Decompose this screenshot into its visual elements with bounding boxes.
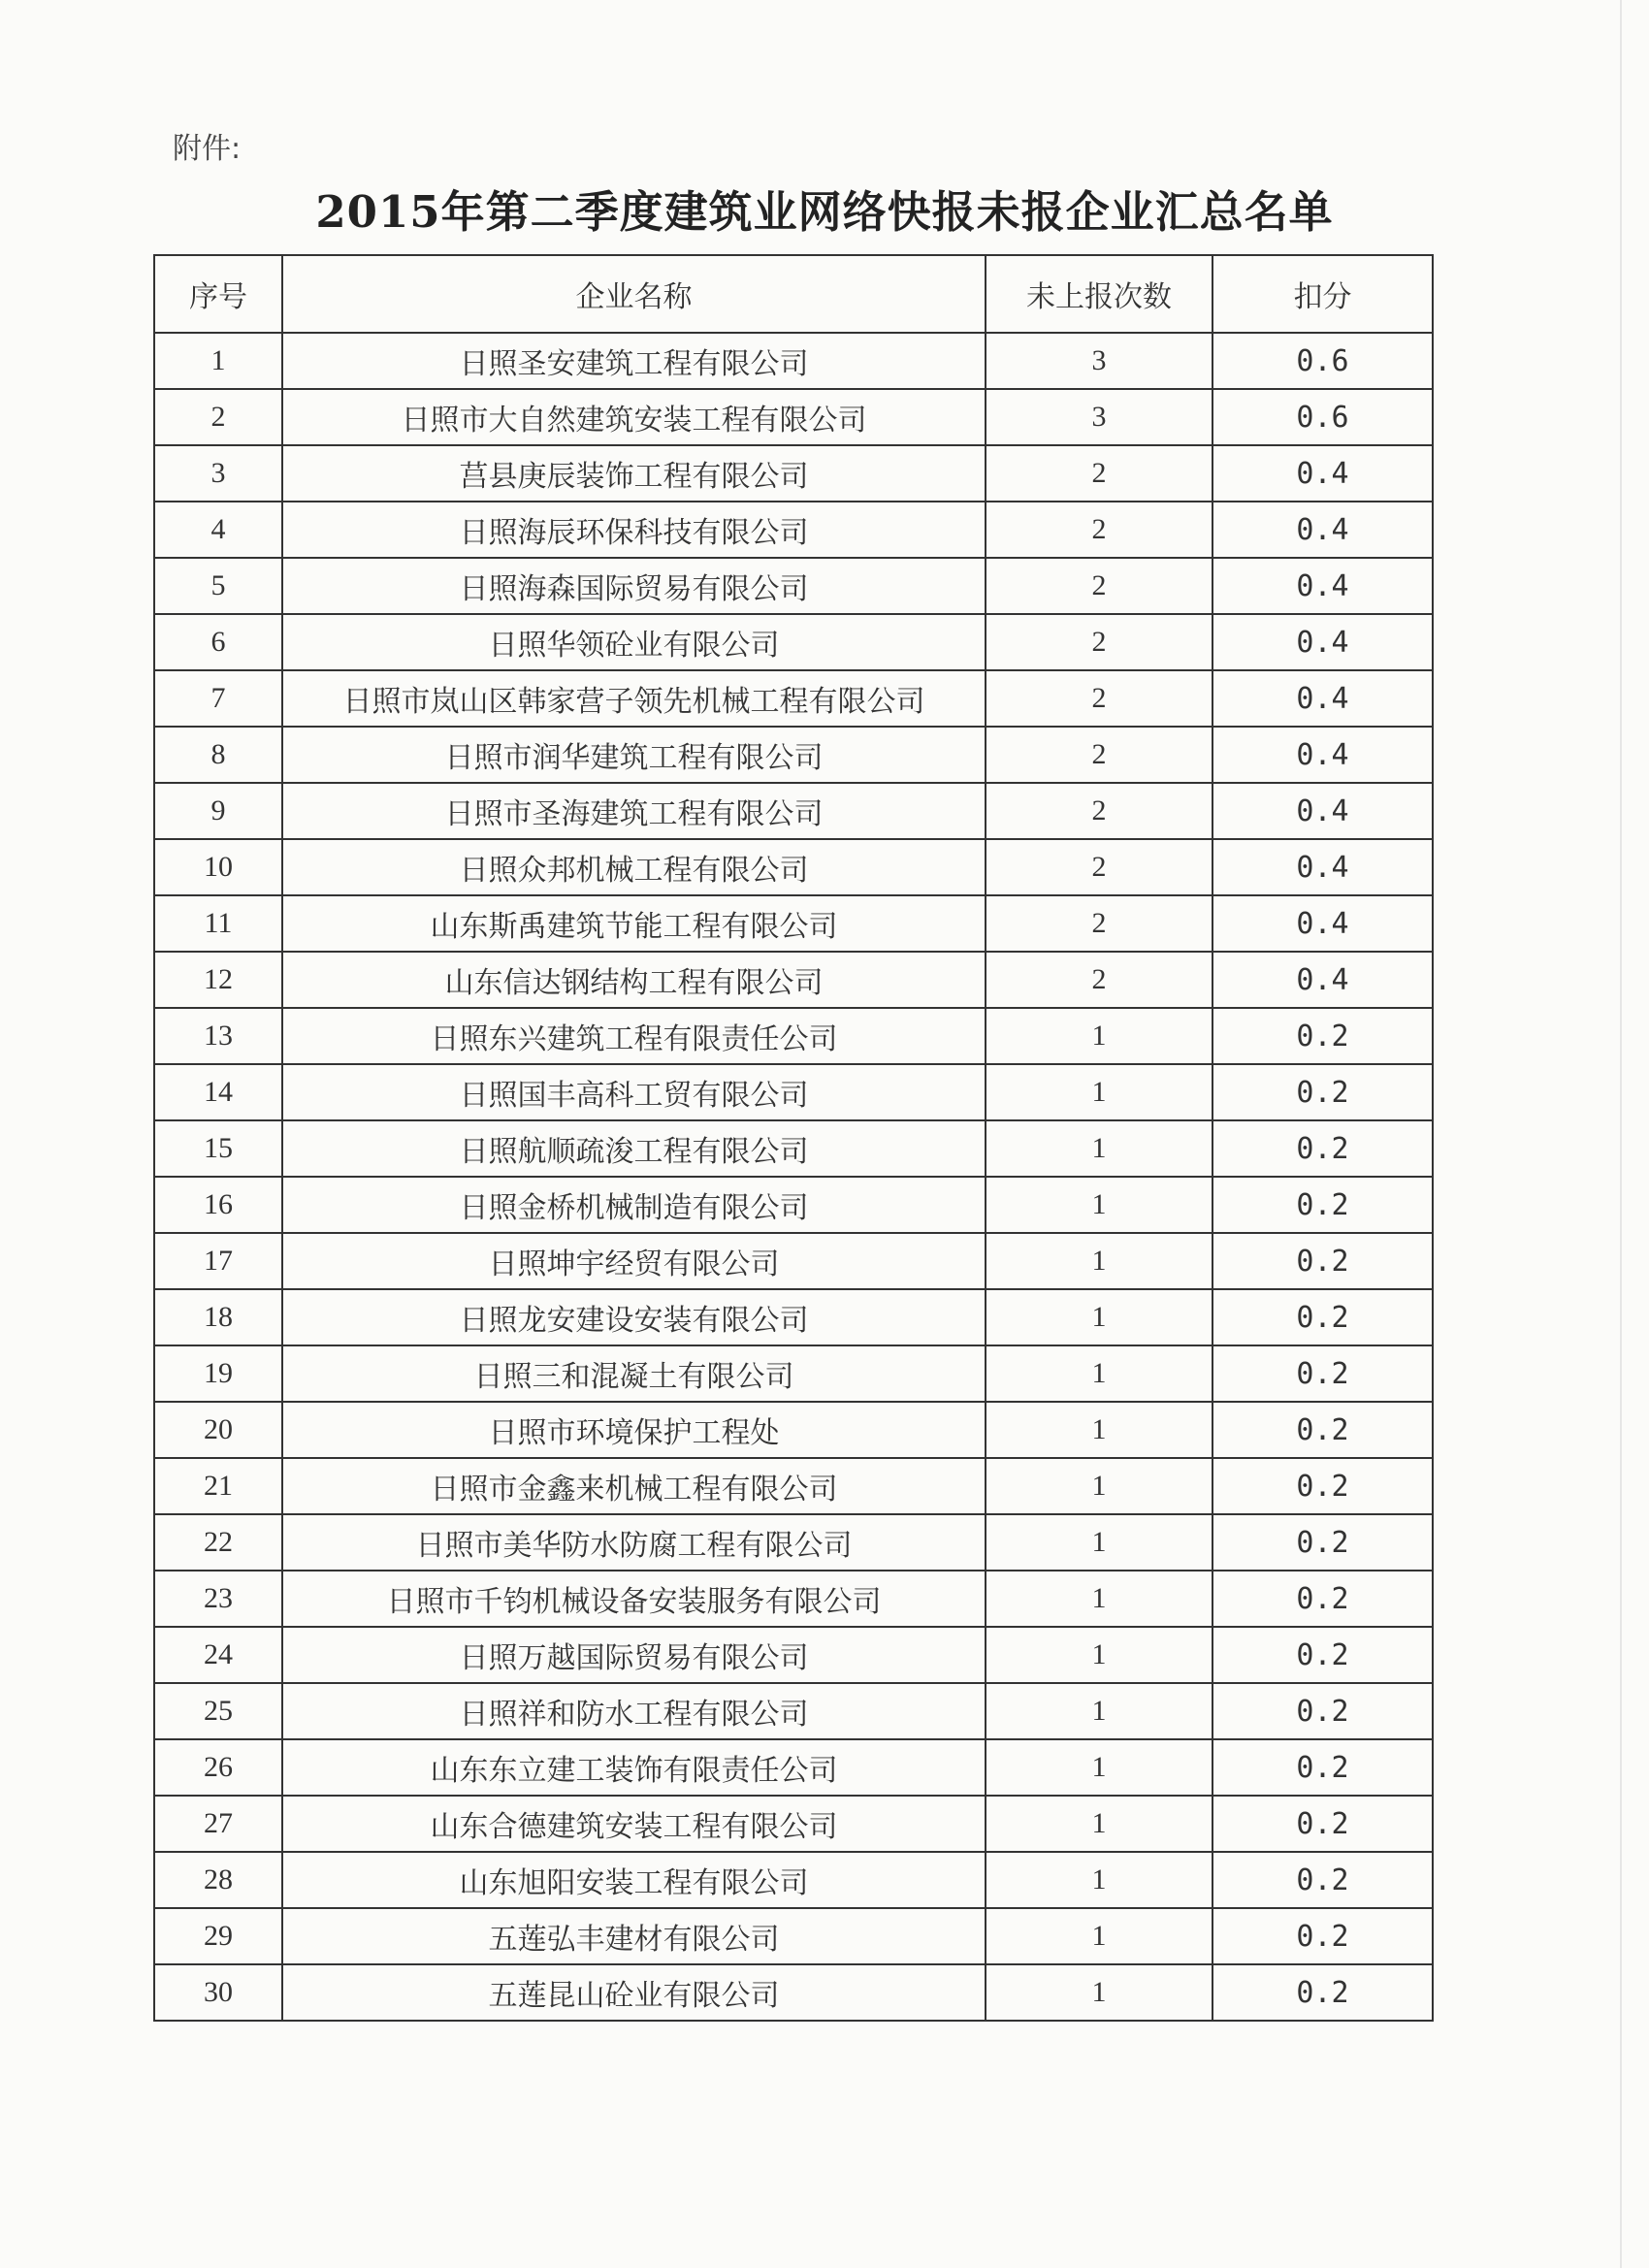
company-name-cell: 五莲弘丰建材有限公司	[282, 1908, 986, 1964]
table-row	[154, 1289, 1433, 1345]
unreported-count-cell: 1	[986, 1345, 1212, 1402]
company-name-cell: 日照航顺疏浚工程有限公司	[282, 1120, 986, 1177]
unreported-count-cell: 2	[986, 895, 1212, 952]
company-name-cell: 日照龙安建设安装有限公司	[282, 1289, 986, 1345]
company-name-cell: 日照东兴建筑工程有限责任公司	[282, 1008, 986, 1064]
company-name-cell: 日照市圣海建筑工程有限公司	[282, 783, 986, 839]
company-name-cell: 山东合德建筑安装工程有限公司	[282, 1796, 986, 1852]
seq-cell: 14	[154, 1064, 282, 1120]
seq-cell: 16	[154, 1177, 282, 1233]
table-row	[154, 1908, 1433, 1964]
header-seq: 序号	[154, 255, 282, 333]
unreported-count-cell: 1	[986, 1796, 1212, 1852]
company-name-cell: 日照金桥机械制造有限公司	[282, 1177, 986, 1233]
unreported-count-cell: 2	[986, 670, 1212, 727]
seq-cell: 11	[154, 895, 282, 952]
table-row	[154, 670, 1433, 727]
unreported-count-cell: 3	[986, 333, 1212, 389]
unreported-count-cell: 2	[986, 558, 1212, 614]
table-row	[154, 1796, 1433, 1852]
unreported-count-cell: 1	[986, 1458, 1212, 1514]
unreported-count-cell: 1	[986, 1908, 1212, 1964]
unreported-count-cell: 1	[986, 1964, 1212, 2021]
table-row	[154, 1458, 1433, 1514]
seq-cell: 10	[154, 839, 282, 895]
unreported-companies-table	[153, 254, 1434, 2022]
deduction-cell: 0.4	[1212, 670, 1433, 727]
company-name-cell: 日照市岚山区韩家营子领先机械工程有限公司	[282, 670, 986, 727]
table-row	[154, 839, 1433, 895]
seq-cell: 25	[154, 1683, 282, 1739]
seq-cell: 22	[154, 1514, 282, 1571]
deduction-cell: 0.2	[1212, 1345, 1433, 1402]
company-name-cell: 日照坤宇经贸有限公司	[282, 1233, 986, 1289]
table-row	[154, 614, 1433, 670]
deduction-cell: 0.4	[1212, 783, 1433, 839]
unreported-count-cell: 2	[986, 783, 1212, 839]
company-name-cell: 日照祥和防水工程有限公司	[282, 1683, 986, 1739]
seq-cell: 29	[154, 1908, 282, 1964]
unreported-count-cell: 2	[986, 502, 1212, 558]
unreported-count-cell: 1	[986, 1739, 1212, 1796]
deduction-cell: 0.2	[1212, 1120, 1433, 1177]
table-row	[154, 1852, 1433, 1908]
table-row	[154, 1008, 1433, 1064]
table-row	[154, 1514, 1433, 1571]
unreported-count-cell: 1	[986, 1120, 1212, 1177]
deduction-cell: 0.2	[1212, 1852, 1433, 1908]
company-name-cell: 山东信达钢结构工程有限公司	[282, 952, 986, 1008]
seq-cell: 12	[154, 952, 282, 1008]
table-row	[154, 1739, 1433, 1796]
seq-cell: 3	[154, 445, 282, 502]
unreported-count-cell: 1	[986, 1571, 1212, 1627]
deduction-cell: 0.4	[1212, 839, 1433, 895]
deduction-cell: 0.2	[1212, 1627, 1433, 1683]
table-row	[154, 558, 1433, 614]
unreported-count-cell: 1	[986, 1627, 1212, 1683]
table-row	[154, 1683, 1433, 1739]
deduction-cell: 0.2	[1212, 1739, 1433, 1796]
company-name-cell: 日照华领砼业有限公司	[282, 614, 986, 670]
seq-cell: 9	[154, 783, 282, 839]
deduction-cell: 0.4	[1212, 952, 1433, 1008]
company-name-cell: 日照市美华防水防腐工程有限公司	[282, 1514, 986, 1571]
seq-cell: 23	[154, 1571, 282, 1627]
table-row	[154, 783, 1433, 839]
company-name-cell: 山东东立建工装饰有限责任公司	[282, 1739, 986, 1796]
unreported-count-cell: 1	[986, 1233, 1212, 1289]
deduction-cell: 0.4	[1212, 895, 1433, 952]
seq-cell: 26	[154, 1739, 282, 1796]
seq-cell: 8	[154, 727, 282, 783]
table-row	[154, 1964, 1433, 2021]
table-row	[154, 952, 1433, 1008]
unreported-count-cell: 3	[986, 389, 1212, 445]
seq-cell: 30	[154, 1964, 282, 2021]
seq-cell: 18	[154, 1289, 282, 1345]
seq-cell: 7	[154, 670, 282, 727]
seq-cell: 24	[154, 1627, 282, 1683]
table-row	[154, 1177, 1433, 1233]
company-name-cell: 日照海森国际贸易有限公司	[282, 558, 986, 614]
header-deduction: 扣分	[1212, 255, 1433, 333]
seq-cell: 17	[154, 1233, 282, 1289]
table-row	[154, 727, 1433, 783]
table-body	[154, 333, 1433, 2021]
unreported-count-cell: 2	[986, 952, 1212, 1008]
table-row	[154, 445, 1433, 502]
seq-cell: 6	[154, 614, 282, 670]
deduction-cell: 0.6	[1212, 389, 1433, 445]
deduction-cell: 0.2	[1212, 1908, 1433, 1964]
table-row	[154, 1571, 1433, 1627]
company-name-cell: 五莲昆山砼业有限公司	[282, 1964, 986, 2021]
seq-cell: 13	[154, 1008, 282, 1064]
table-row	[154, 1345, 1433, 1402]
deduction-cell: 0.2	[1212, 1402, 1433, 1458]
unreported-count-cell: 1	[986, 1683, 1212, 1739]
deduction-cell: 0.2	[1212, 1964, 1433, 2021]
deduction-cell: 0.2	[1212, 1796, 1433, 1852]
unreported-count-cell: 1	[986, 1289, 1212, 1345]
deduction-cell: 0.2	[1212, 1233, 1433, 1289]
deduction-cell: 0.2	[1212, 1008, 1433, 1064]
unreported-count-cell: 1	[986, 1064, 1212, 1120]
company-name-cell: 日照市大自然建筑安装工程有限公司	[282, 389, 986, 445]
company-name-cell: 日照众邦机械工程有限公司	[282, 839, 986, 895]
unreported-count-cell: 1	[986, 1402, 1212, 1458]
table-row	[154, 333, 1433, 389]
company-name-cell: 日照市金鑫来机械工程有限公司	[282, 1458, 986, 1514]
seq-cell: 5	[154, 558, 282, 614]
seq-cell: 19	[154, 1345, 282, 1402]
deduction-cell: 0.6	[1212, 333, 1433, 389]
seq-cell: 27	[154, 1796, 282, 1852]
deduction-cell: 0.4	[1212, 445, 1433, 502]
table-row	[154, 1233, 1433, 1289]
company-name-cell: 日照市千钧机械设备安装服务有限公司	[282, 1571, 986, 1627]
unreported-count-cell: 1	[986, 1852, 1212, 1908]
table-row	[154, 502, 1433, 558]
unreported-count-cell: 1	[986, 1514, 1212, 1571]
table-row	[154, 895, 1433, 952]
table-row	[154, 1064, 1433, 1120]
company-name-cell: 日照万越国际贸易有限公司	[282, 1627, 986, 1683]
seq-cell: 20	[154, 1402, 282, 1458]
deduction-cell: 0.2	[1212, 1514, 1433, 1571]
deduction-cell: 0.2	[1212, 1064, 1433, 1120]
unreported-count-cell: 1	[986, 1177, 1212, 1233]
table-row	[154, 1120, 1433, 1177]
unreported-count-cell: 2	[986, 727, 1212, 783]
deduction-cell: 0.2	[1212, 1683, 1433, 1739]
company-name-cell: 日照市环境保护工程处	[282, 1402, 986, 1458]
unreported-count-cell: 2	[986, 445, 1212, 502]
company-name-cell: 日照海辰环保科技有限公司	[282, 502, 986, 558]
deduction-cell: 0.4	[1212, 558, 1433, 614]
seq-cell: 1	[154, 333, 282, 389]
unreported-count-cell: 2	[986, 839, 1212, 895]
company-name-cell: 日照市润华建筑工程有限公司	[282, 727, 986, 783]
company-name-cell: 日照三和混凝土有限公司	[282, 1345, 986, 1402]
header-unreported-count: 未上报次数	[986, 255, 1212, 333]
company-name-cell: 莒县庚辰装饰工程有限公司	[282, 445, 986, 502]
seq-cell: 28	[154, 1852, 282, 1908]
deduction-cell: 0.2	[1212, 1177, 1433, 1233]
page-edge-line	[1620, 0, 1622, 2268]
table-row	[154, 389, 1433, 445]
deduction-cell: 0.2	[1212, 1571, 1433, 1627]
company-name-cell: 日照国丰高科工贸有限公司	[282, 1064, 986, 1120]
seq-cell: 15	[154, 1120, 282, 1177]
header-company-name: 企业名称	[282, 255, 986, 333]
unreported-count-cell: 2	[986, 614, 1212, 670]
document-title: 2015年第二季度建筑业网络快报未报企业汇总名单	[315, 186, 1334, 238]
table-header-row	[154, 255, 1433, 333]
deduction-cell: 0.2	[1212, 1458, 1433, 1514]
deduction-cell: 0.4	[1212, 727, 1433, 783]
table-row	[154, 1402, 1433, 1458]
deduction-cell: 0.4	[1212, 502, 1433, 558]
company-name-cell: 日照圣安建筑工程有限公司	[282, 333, 986, 389]
table-row	[154, 1627, 1433, 1683]
unreported-count-cell: 1	[986, 1008, 1212, 1064]
seq-cell: 4	[154, 502, 282, 558]
company-name-cell: 山东斯禹建筑节能工程有限公司	[282, 895, 986, 952]
deduction-cell: 0.4	[1212, 614, 1433, 670]
seq-cell: 21	[154, 1458, 282, 1514]
attachment-label: 附件:	[173, 132, 242, 166]
company-name-cell: 山东旭阳安装工程有限公司	[282, 1852, 986, 1908]
seq-cell: 2	[154, 389, 282, 445]
deduction-cell: 0.2	[1212, 1289, 1433, 1345]
